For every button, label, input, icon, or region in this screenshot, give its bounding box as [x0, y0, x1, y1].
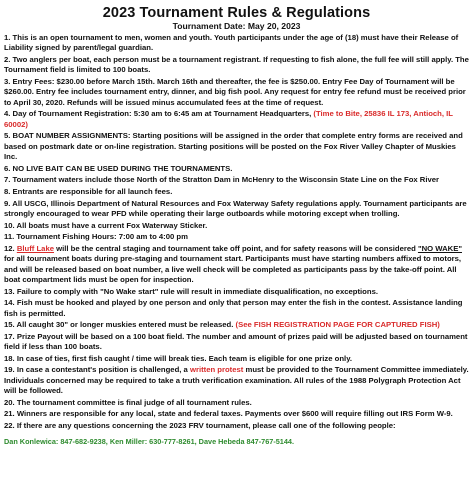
- written-protest-label: written protest: [189, 365, 244, 375]
- rule-4-text: 4. Day of Tournament Registration: 5:30 am to 6:45 am at Tournament Headquarters,: [4, 109, 312, 119]
- rule-12-text-2: for all tournament boats during pre-staging and tournament start. Participants must have starting numbers affixed to motors, and will be released based on boat number, a live well check will be completed as participants pass by the take-off point. All boat compartment lids must be open for inspection.: [4, 254, 462, 284]
- rule-13-text-1: 13. Failure to comply with: [4, 286, 98, 296]
- rule-15-text: 15. All caught 30" or longer muskies entered must be released.: [4, 320, 234, 330]
- rule-12-prefix: 12.: [4, 243, 15, 253]
- rule-10: 10. All boats must have a current Fox Waterway Sticker.: [4, 220, 208, 230]
- rule-12: [4, 244, 469, 286]
- rule-19-text-1: 19. In case a contestant's position is challenged, a: [4, 365, 188, 375]
- rule-20: 20. The tournament committee is final judge of all tournament rules.: [4, 397, 252, 407]
- rule-19: [4, 365, 469, 396]
- rule-7: 7. Tournament waters include those North of the Stratton Dam in McHenry to the Wisconsin State Line on the Fox River: [4, 175, 440, 185]
- rule-21: 21. Winners are responsible for any local, state and federal taxes. Payments over $600 will require filling out IRS Form W-9.: [4, 409, 453, 419]
- rule-14: 14. Fish must be hooked and played by one person and only that person may enter the fish in the contest. Assistance landing fish is permitted.: [4, 298, 463, 318]
- fish-registration-note: (See FISH REGISTRATION PAGE FOR CAPTURED FISH): [235, 320, 440, 330]
- page-title: 2023 Tournament Rules & Regulations: [102, 5, 371, 21]
- rule-17: 17. Prize Payout will be based on a 100 boat field. The number and amount of prizes paid will be adjusted based on tournament field if less than 100 boats.: [4, 331, 468, 352]
- rule-15: [4, 320, 469, 330]
- no-wake-start-label: "No Wake start": [100, 286, 159, 296]
- headquarters-location: (Time to Bite, 25836 IL 173, Antioch, IL 60002): [4, 109, 453, 129]
- rule-3: 3. Entry Fees: $230.00 before March 15th. March 16th and thereafter, the fee is $250.00. Entry Fee Day of Tournament will be $260.00. Entry fee includes tournament entry, dinner, and big fish pool. Any request for entry fee refund must be received prior to April 30, 2020. Refunds will be issued minus accumulated fees at the time of request.: [4, 77, 466, 107]
- no-wake-label: "NO WAKE": [417, 243, 462, 253]
- rule-11: 11. Tournament Fishing Hours: 7:00 am to 4:00 pm: [4, 232, 188, 242]
- rule-6: 6. NO LIVE BAIT CAN BE USED DURING THE TOURNAMENTS.: [4, 163, 233, 173]
- rule-9: 9. All USCG, Illinois Department of Natural Resources and Fox Waterway Safety regulations apply. Tournament participants are strongly encouraged to wear PFD while operating their large outboards while motoring except when trolling.: [4, 198, 467, 218]
- rule-5: 5. BOAT NUMBER ASSIGNMENTS: Starting positions will be assigned in the order that complete entry forms are received and based on postmark date or on-line registration. Starting positions will be posted on the Fox River Valley Chapter of Muskies Inc.: [4, 131, 463, 162]
- rule-18: 18. In case of ties, first fish caught / time will break ties. Each team is eligible for one prize only.: [4, 353, 353, 363]
- bluff-lake-label: Bluff Lake: [16, 243, 54, 253]
- rule-13-text-2: rule will result in immediate disqualification, no exceptions.: [160, 286, 378, 296]
- rule-22: 22. If there are any questions concerning the 2023 FRV tournament, please call one of the following people:: [4, 420, 396, 430]
- rule-4: [4, 109, 469, 130]
- rule-8: 8. Entrants are responsible for all launch fees.: [4, 187, 173, 196]
- contact-list: Dan Konlewica: 847-682-9238, Ken Miller: 630-777-8261, Dave Hebeda 847-767-5144.: [4, 437, 295, 447]
- rule-2: 2. Two anglers per boat, each person must be a tournament registrant. If requesting to fish alone, the full fee will still apply. The Tournament field is limited to 100 boats.: [4, 55, 469, 75]
- rule-1: 1. This is an open tournament to men, women and youth. Youth participants under the age of (18) must have their Release of Liability signed by parent/legal guardian.: [4, 33, 459, 53]
- rule-19-text-2: must be provided to the Tournament Committee immediately. Individuals concerned may be required to take a truth verification examination. All rules of the 1988 Polygraph Protection Act will be followed.: [4, 365, 469, 396]
- tournament-date: Tournament Date: May 20, 2023: [172, 21, 301, 31]
- rule-12-text-1: will be the central staging and tournament take off point, and for safety reasons will be considered: [56, 243, 416, 253]
- rule-13: [4, 287, 469, 297]
